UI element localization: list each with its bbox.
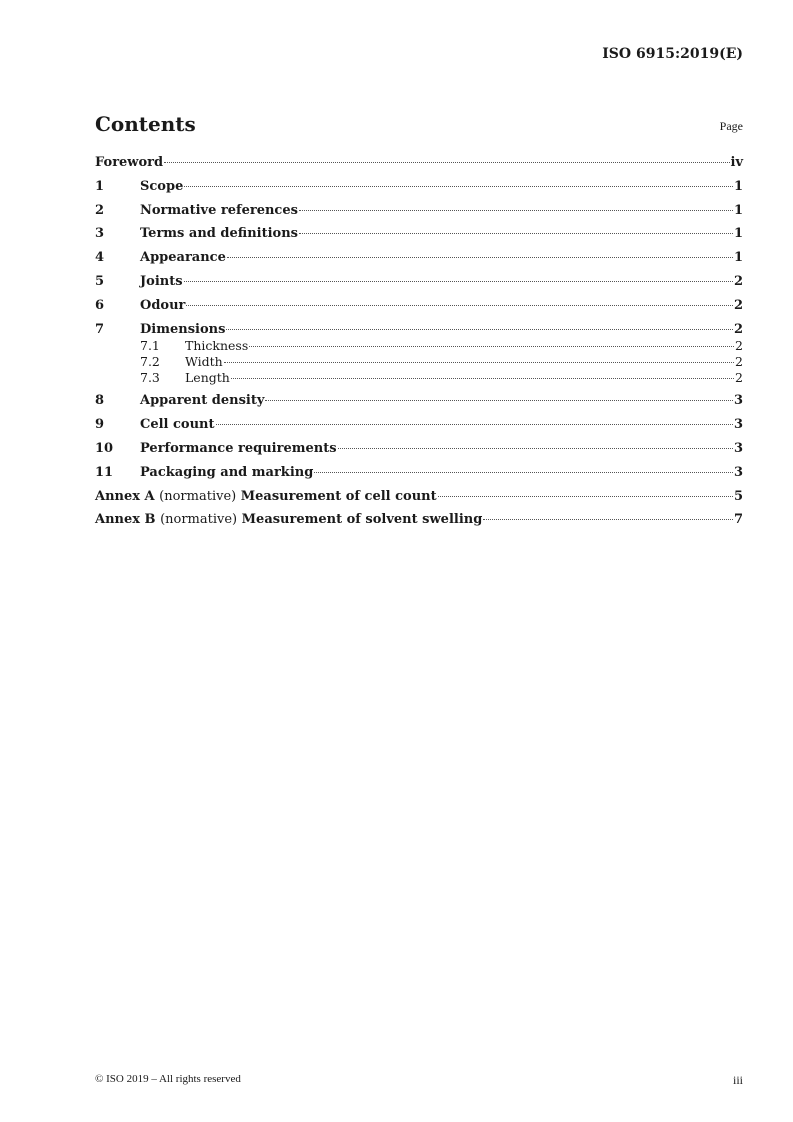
dot-leader — [227, 257, 733, 258]
toc-entry-title: Odour — [140, 297, 186, 313]
dot-leader — [314, 472, 733, 473]
toc-annex-b[interactable] — [95, 512, 743, 528]
toc-entry-title: Joints — [140, 273, 183, 289]
toc-entry-page: 3 — [733, 464, 743, 480]
toc-entry-terms-and-definitions[interactable] — [95, 226, 743, 242]
annex-qualifier: (normative) — [160, 512, 238, 528]
annex-prefix: Annex A — [95, 488, 155, 504]
toc-subentry-length[interactable] — [95, 370, 743, 386]
toc-entry-number: 8 — [95, 393, 105, 409]
toc-entry-performance-requirements[interactable] — [95, 441, 743, 457]
dot-leader — [186, 305, 733, 306]
dot-leader — [224, 362, 734, 363]
toc-entry-number: 7.2 — [140, 353, 160, 369]
toc-entry-title: Scope — [140, 178, 184, 194]
toc-entry-packaging-and-marking[interactable] — [95, 465, 743, 481]
toc-entry-page: 5 — [733, 488, 743, 504]
contents-title: Contents — [95, 112, 196, 136]
annex-qualifier: (normative) — [159, 488, 237, 504]
toc-entry-number: 7.3 — [140, 369, 160, 385]
toc-entry-number: 3 — [95, 226, 105, 242]
toc-entry-number: 6 — [95, 297, 105, 313]
toc-entry-page: 1 — [733, 178, 743, 194]
annex-name: Measurement of cell count — [240, 488, 437, 504]
toc-entry-title: Length — [185, 369, 230, 385]
page-column-label: Page — [719, 119, 743, 133]
toc-subentry-width[interactable] — [95, 354, 743, 370]
toc-entry-page: 1 — [733, 226, 743, 242]
table-of-contents — [95, 155, 743, 536]
toc-entry-page: 3 — [733, 393, 743, 409]
toc-entry-page: 3 — [733, 417, 743, 433]
toc-entry-normative-references[interactable] — [95, 203, 743, 219]
toc-entry-page: 7 — [733, 512, 743, 528]
toc-entry-joints[interactable] — [95, 274, 743, 290]
toc-entry-page: 2 — [733, 321, 743, 337]
footer-copyright: © ISO 2019 – All rights reserved — [95, 1073, 241, 1085]
annex-title — [95, 512, 482, 528]
toc-entry-number: 4 — [95, 250, 105, 266]
toc-entry-title: Apparent density — [140, 393, 265, 409]
toc-entry-page: 2 — [733, 297, 743, 313]
toc-entry-title: Dimensions — [140, 321, 226, 337]
toc-entry-number: 9 — [95, 417, 105, 433]
toc-entry-number: 10 — [95, 440, 114, 456]
dot-leader — [249, 346, 734, 347]
annex-name: Measurement of solvent swelling — [241, 512, 483, 528]
toc-entry-foreword[interactable] — [95, 155, 743, 171]
toc-entry-page: 3 — [733, 440, 743, 456]
toc-entry-title: Normative references — [140, 202, 298, 218]
toc-entry-page: iv — [730, 155, 743, 170]
toc-entry-odour[interactable] — [95, 298, 743, 314]
toc-entry-title: Terms and definitions — [140, 226, 298, 242]
dot-leader — [164, 162, 729, 163]
dot-leader — [226, 329, 733, 330]
annex-title — [95, 489, 437, 505]
footer-page-number: iii — [732, 1073, 743, 1087]
toc-entry-title: Foreword — [95, 155, 164, 170]
toc-entry-cell-count[interactable] — [95, 417, 743, 433]
dot-leader — [338, 448, 733, 449]
toc-entry-scope[interactable] — [95, 179, 743, 195]
toc-entry-title: Width — [185, 353, 223, 369]
toc-entry-number: 7.1 — [140, 337, 160, 353]
dot-leader — [299, 210, 733, 211]
toc-entry-title: Cell count — [140, 417, 215, 433]
toc-entry-apparent-density[interactable] — [95, 393, 743, 409]
dot-leader — [483, 519, 733, 520]
toc-entry-number: 1 — [95, 178, 105, 194]
toc-entry-title: Packaging and marking — [140, 464, 314, 480]
dot-leader — [299, 233, 733, 234]
toc-entry-appearance[interactable] — [95, 250, 743, 266]
dot-leader — [184, 186, 733, 187]
dot-leader — [231, 378, 734, 379]
toc-entry-page: 2 — [733, 273, 743, 289]
toc-entry-title: Thickness — [185, 337, 249, 353]
toc-entry-title: Performance requirements — [140, 440, 337, 456]
toc-entry-title: Appearance — [140, 250, 226, 266]
toc-entry-number: 5 — [95, 273, 105, 289]
toc-entry-number: 11 — [95, 464, 114, 480]
toc-entry-page: 2 — [735, 353, 743, 369]
toc-subentry-thickness[interactable] — [95, 338, 743, 354]
toc-entry-page: 1 — [733, 250, 743, 266]
doc-code-header: ISO 6915:2019(E) — [602, 46, 743, 62]
dot-leader — [265, 400, 733, 401]
toc-annex-a[interactable] — [95, 489, 743, 505]
toc-entry-page: 2 — [735, 337, 743, 353]
dot-leader — [438, 496, 733, 497]
toc-entry-dimensions[interactable] — [95, 322, 743, 338]
toc-entry-page: 2 — [735, 369, 743, 385]
toc-entry-number: 7 — [95, 321, 105, 337]
toc-entry-number: 2 — [95, 202, 105, 218]
toc-entry-page: 1 — [733, 202, 743, 218]
annex-prefix: Annex B — [95, 512, 156, 528]
dot-leader — [184, 281, 733, 282]
dot-leader — [216, 424, 733, 425]
